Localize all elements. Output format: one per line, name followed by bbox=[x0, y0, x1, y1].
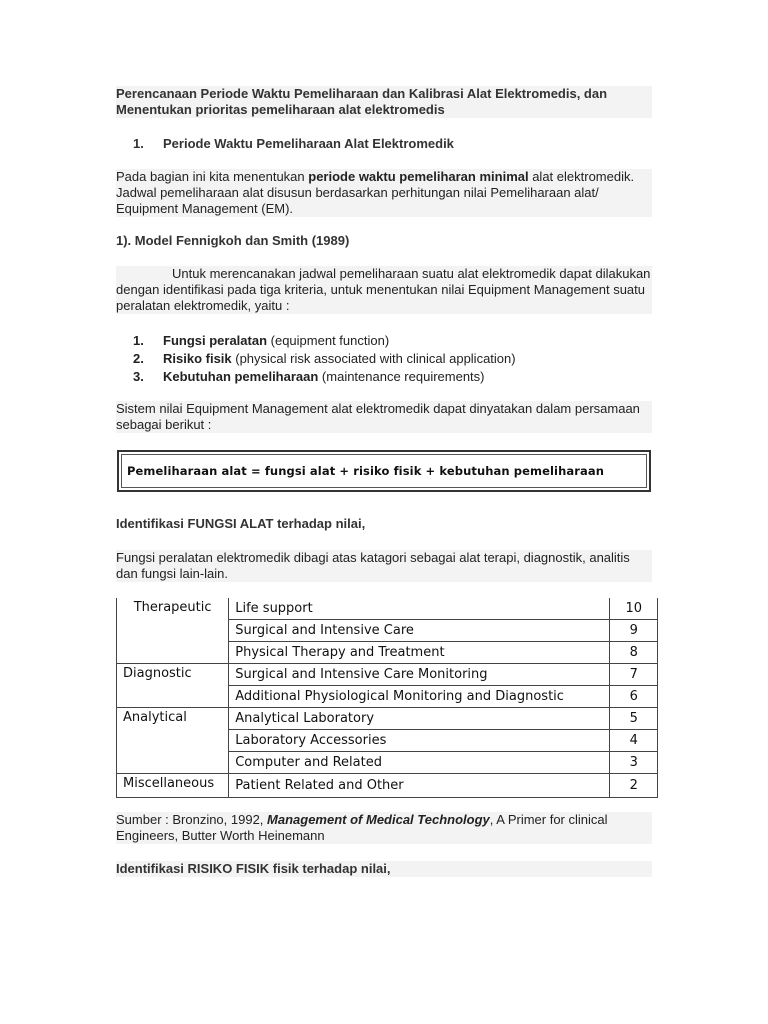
paragraph-intro bbox=[116, 169, 652, 217]
risiko-fisik-heading: Identifikasi RISIKO FISIK fisik terhadap nilai, bbox=[116, 861, 652, 877]
list-item-rest: (equipment function) bbox=[267, 333, 390, 348]
category-cell: Miscellaneous bbox=[117, 774, 229, 798]
list-number: 2. bbox=[133, 351, 144, 366]
para1-text-after: alat elektromedik. Jadwal pemeliharaan alat disusun berdasarkan perhitungan nilai Pemeliharaan alat/ Equipment Management (EM). bbox=[116, 169, 635, 216]
document-title bbox=[116, 86, 652, 118]
source-book-title: Management of Medical Technology bbox=[267, 812, 490, 827]
list-item-rest: (maintenance requirements) bbox=[318, 369, 485, 384]
score-cell: 5 bbox=[610, 708, 658, 730]
item-cell: Computer and Related bbox=[229, 752, 610, 774]
item-cell: Laboratory Accessories bbox=[229, 730, 610, 752]
criteria-list bbox=[133, 333, 633, 387]
source-text: Sumber : Bronzino, 1992, bbox=[116, 812, 268, 827]
source-text-after: , A Primer for clinical Engineers, Butter Worth Heinemann bbox=[116, 812, 608, 843]
score-cell: 9 bbox=[610, 620, 658, 642]
fungsi-alat-heading: Identifikasi FUNGSI ALAT terhadap nilai, bbox=[116, 516, 366, 531]
score-cell: 10 bbox=[610, 598, 658, 620]
list-item bbox=[133, 333, 633, 351]
model-heading: 1). Model Fennigkoh dan Smith (1989) bbox=[116, 233, 350, 248]
item-cell: Surgical and Intensive Care Monitoring bbox=[229, 664, 610, 686]
list-number: 1. bbox=[133, 333, 144, 348]
list-item bbox=[133, 369, 633, 387]
score-cell: 2 bbox=[610, 774, 658, 798]
category-cell: Therapeutic bbox=[117, 598, 229, 664]
section-1-title: Periode Waktu Pemeliharaan Alat Elektromedik bbox=[163, 136, 454, 151]
table-row bbox=[117, 708, 658, 730]
paragraph-function-categories: Fungsi peralatan elektromedik dibagi atas katagori sebagai alat terapi, diagnostik, analitis dan fungsi lain-lain. bbox=[116, 550, 652, 582]
formula-box bbox=[117, 450, 651, 492]
item-cell: Surgical and Intensive Care bbox=[229, 620, 610, 642]
list-number: 3. bbox=[133, 369, 144, 384]
list-item-bold: Kebutuhan pemeliharaan bbox=[163, 369, 319, 384]
table-row bbox=[117, 598, 658, 620]
formula-text: Pemeliharaan alat = fungsi alat + risiko fisik + kebutuhan pemeliharaan bbox=[127, 464, 604, 478]
table-row bbox=[117, 774, 658, 798]
list-item-bold: Fungsi peralatan bbox=[163, 333, 268, 348]
item-cell: Analytical Laboratory bbox=[229, 708, 610, 730]
item-cell: Patient Related and Other bbox=[229, 774, 610, 798]
source-citation bbox=[116, 812, 652, 844]
para2-text: Untuk merencanakan jadwal pemeliharaan suatu alat elektromedik dapat dilakukan dengan identifikasi pada tiga kriteria, untuk menentukan nilai Equipment Management suatu peralatan elektromedik, yaitu : bbox=[116, 266, 651, 313]
score-cell: 8 bbox=[610, 642, 658, 664]
list-item-bold: Risiko fisik bbox=[163, 351, 232, 366]
score-cell: 4 bbox=[610, 730, 658, 752]
item-cell: Life support bbox=[229, 598, 610, 620]
category-cell: Diagnostic bbox=[117, 664, 229, 708]
function-score-table bbox=[116, 598, 658, 798]
score-cell: 6 bbox=[610, 686, 658, 708]
score-cell: 7 bbox=[610, 664, 658, 686]
list-item bbox=[133, 351, 633, 369]
table-row bbox=[117, 664, 658, 686]
item-cell: Physical Therapy and Treatment bbox=[229, 642, 610, 664]
list-item-rest: (physical risk associated with clinical application) bbox=[231, 351, 516, 366]
para1-text: Pada bagian ini kita menentukan bbox=[116, 169, 309, 184]
paragraph-criteria-intro bbox=[116, 266, 652, 314]
section-1-heading bbox=[133, 136, 669, 152]
item-cell: Additional Physiological Monitoring and Diagnostic bbox=[229, 686, 610, 708]
para1-bold: periode waktu pemeliharan minimal bbox=[308, 169, 529, 184]
paragraph-equation-intro: Sistem nilai Equipment Management alat elektromedik dapat dinyatakan dalam persamaan sebagai berikut : bbox=[116, 401, 652, 433]
category-cell: Analytical bbox=[117, 708, 229, 774]
title-line-1: Perencanaan Periode Waktu Pemeliharaan dan Kalibrasi Alat Elektromedis, dan bbox=[116, 86, 608, 101]
section-1-number: 1. bbox=[133, 136, 144, 151]
score-cell: 3 bbox=[610, 752, 658, 774]
title-line-2: Menentukan prioritas pemeliharaan alat elektromedis bbox=[116, 102, 445, 117]
